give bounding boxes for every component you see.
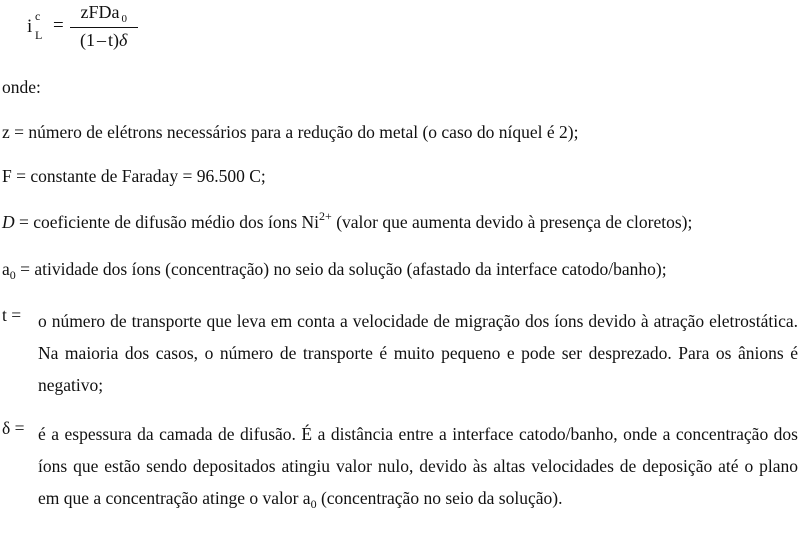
definition-delta-body <box>38 418 798 516</box>
definition-t-body: o número de transporte que leva em conta a velocidade de migração dos íons devido à atração eletrostática. Na maioria dos casos, o número de transporte é muito pequeno e pode ser desprezado. Para os ânions é negativo; <box>38 311 798 395</box>
denominator-close: t) <box>108 30 120 50</box>
definition-F: F = constante de Faraday = 96.500 C; <box>2 166 266 186</box>
fraction-bar <box>70 27 138 28</box>
numerator-subscript: 0 <box>121 13 127 25</box>
limiting-current-formula <box>27 2 138 50</box>
formula-lhs <box>27 6 49 46</box>
definition-D-term: D <box>2 212 15 232</box>
definition-t <box>2 305 798 401</box>
denominator-open: (1 <box>80 30 96 50</box>
definition-z: z = número de elétrons necessários para a redução do metal (o caso do níquel é 2); <box>2 122 579 142</box>
definition-a0-base: a <box>2 259 10 279</box>
definition-delta-subscript: 0 <box>310 497 317 511</box>
formula-lhs-base: i <box>27 16 33 37</box>
definition-D-mid: = coeficiente de difusão médio dos íons Ni <box>14 212 320 232</box>
formula-lhs-subscript: L <box>35 28 43 42</box>
onde-label: onde: <box>2 77 41 97</box>
formula-equals: = <box>53 15 64 36</box>
definition-delta <box>2 418 798 516</box>
formula-fraction <box>70 1 138 51</box>
definition-delta-term: δ = <box>2 418 25 438</box>
definition-delta-body-2: (concentração no seio da solução). <box>316 488 563 508</box>
definition-delta-body-1: é a espessura da camada de difusão. É a distância entre a interface catodo/banho, onde a concentração dos íons que estão sendo depositados atingiu valor nulo, devido às altas velocidades de deposição até o plano em que a concentração atinge o valor a <box>38 424 798 508</box>
formula-denominator <box>80 29 127 51</box>
definition-a0-text: = atividade dos íons (concentração) no seio da solução (afastado da interface catodo/banho); <box>15 259 667 279</box>
definition-a0-subscript: 0 <box>9 268 16 282</box>
definition-a0 <box>2 259 667 280</box>
definition-D-superscript: 2+ <box>319 209 332 223</box>
definition-D <box>2 209 693 233</box>
denominator-delta: δ <box>119 30 128 50</box>
definition-D-end: (valor que aumenta devido à presença de cloretos); <box>331 212 693 232</box>
denominator-minus: – <box>97 30 107 50</box>
formula-lhs-superscript: c <box>35 9 41 23</box>
formula-numerator <box>80 1 127 26</box>
numerator-text: zFDa <box>80 2 120 22</box>
definition-t-term: t = <box>2 305 22 325</box>
